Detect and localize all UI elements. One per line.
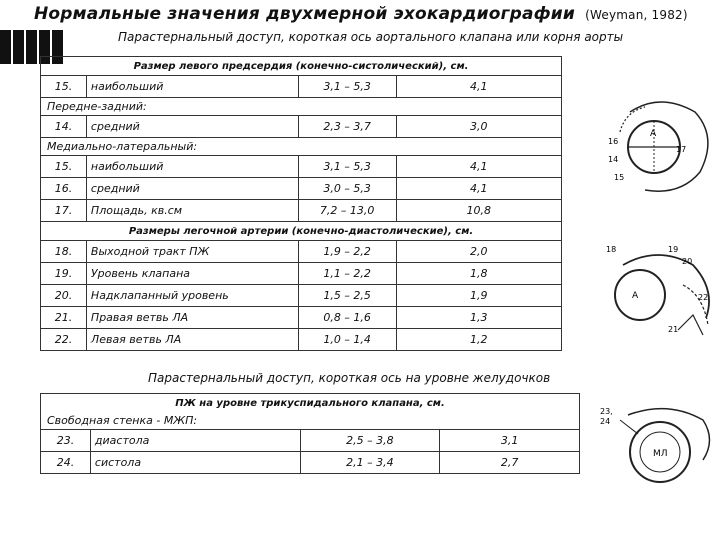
row-range: 1,9 – 2,2 xyxy=(298,241,396,263)
row-label: средний xyxy=(86,116,298,138)
row-number: 14. xyxy=(41,116,87,138)
title-text: Нормальные значения двухмерной эхокардиографии xyxy=(34,4,576,24)
row-number: 21. xyxy=(41,307,87,329)
row-number: 22. xyxy=(41,329,87,351)
row-label: Площадь, кв.см xyxy=(86,200,298,222)
row-mean: 1,3 xyxy=(396,307,561,329)
row-mean: 2,7 xyxy=(440,452,580,474)
row-label: систола xyxy=(90,452,300,474)
subtitle-aortic: Парастернальный доступ, короткая ось аортального клапана или корня аорты xyxy=(118,30,624,44)
row-number: 15. xyxy=(41,76,87,98)
fig3-label-24: 24 xyxy=(600,417,611,426)
table-row xyxy=(41,76,562,98)
table-header-la: Размер левого предсердия (конечно-систолический), см. xyxy=(133,60,469,72)
row-range: 2,1 – 3,4 xyxy=(300,452,440,474)
row-range: 3,1 – 5,3 xyxy=(298,156,396,178)
row-range: 7,2 – 13,0 xyxy=(298,200,396,222)
fig1-label-15: 15 xyxy=(614,173,625,182)
row-mean: 3,0 xyxy=(396,116,561,138)
table-row xyxy=(41,430,580,452)
row-range: 3,1 – 5,3 xyxy=(298,76,396,98)
section-label-wall: Свободная стенка - МЖП: xyxy=(47,414,198,427)
fig2-label-19: 19 xyxy=(668,245,679,254)
row-number: 18. xyxy=(41,241,87,263)
row-range: 3,0 – 5,3 xyxy=(298,178,396,200)
row-mean: 4,1 xyxy=(396,156,561,178)
row-mean: 1,9 xyxy=(396,285,561,307)
table-row xyxy=(41,178,562,200)
ventricle-diagram-icon xyxy=(598,400,720,490)
row-label: Выходной тракт ПЖ xyxy=(86,241,298,263)
row-label: Левая ветвь ЛА xyxy=(86,329,298,351)
row-number: 20. xyxy=(41,285,87,307)
row-label: Правая ветвь ЛА xyxy=(86,307,298,329)
table-row xyxy=(41,307,562,329)
row-number: 15. xyxy=(41,156,87,178)
table-row xyxy=(41,116,562,138)
row-mean: 4,1 xyxy=(396,76,561,98)
section-label-ml: Медиально-латеральный: xyxy=(47,140,198,153)
row-mean: 10,8 xyxy=(396,200,561,222)
row-range: 2,3 – 3,7 xyxy=(298,116,396,138)
fig2-label-20: 20 xyxy=(682,257,693,266)
row-mean: 3,1 xyxy=(440,430,580,452)
row-range: 1,1 – 2,2 xyxy=(298,263,396,285)
table-row xyxy=(41,263,562,285)
fig1-label-17: 17 xyxy=(676,145,687,154)
row-label: Надклапанный уровень xyxy=(86,285,298,307)
fig2-label-21: 21 xyxy=(668,325,679,334)
row-mean: 1,2 xyxy=(396,329,561,351)
fig1-label-14: 14 xyxy=(608,155,619,164)
pulmonary-artery-diagram-icon xyxy=(598,240,720,350)
section-label-ap: Передне-задний: xyxy=(47,100,147,113)
fig3-label-23: 23, xyxy=(600,407,613,416)
fig2-label-18: 18 xyxy=(606,245,617,254)
table-row xyxy=(41,156,562,178)
table-row xyxy=(41,241,562,263)
table-header-rv: ПЖ на уровне трикуспидального клапана, см. xyxy=(175,397,445,409)
fig3-center-label: МЛ xyxy=(653,449,668,459)
aortic-valve-diagram-icon xyxy=(600,92,720,202)
fig1-label-16: 16 xyxy=(608,137,619,146)
fig2-center-label: A xyxy=(632,291,639,301)
table-aortic-level xyxy=(40,56,562,351)
row-mean: 4,1 xyxy=(396,178,561,200)
row-label: наибольший xyxy=(86,156,298,178)
row-label: наибольший xyxy=(86,76,298,98)
table-row xyxy=(41,452,580,474)
fig1-center-label: A xyxy=(650,129,657,139)
citation: (Weyman, 1982) xyxy=(585,8,688,22)
row-range: 2,5 – 3,8 xyxy=(300,430,440,452)
row-number: 24. xyxy=(41,452,91,474)
row-number: 17. xyxy=(41,200,87,222)
fig2-label-22: 22 xyxy=(698,293,709,302)
row-range: 0,8 – 1,6 xyxy=(298,307,396,329)
row-number: 23. xyxy=(41,430,91,452)
table-row xyxy=(41,200,562,222)
row-number: 16. xyxy=(41,178,87,200)
row-mean: 1,8 xyxy=(396,263,561,285)
row-label: средний xyxy=(86,178,298,200)
row-number: 19. xyxy=(41,263,87,285)
row-label: диастола xyxy=(90,430,300,452)
table-row xyxy=(41,285,562,307)
table-row xyxy=(41,329,562,351)
table-header-pa: Размеры легочной артерии (конечно-диастолические), см. xyxy=(128,225,474,237)
table-ventricular-level xyxy=(40,393,580,474)
subtitle-ventricular: Парастернальный доступ, короткая ось на уровне желудочков xyxy=(148,371,551,385)
row-mean: 2,0 xyxy=(396,241,561,263)
page-title xyxy=(34,4,688,24)
row-range: 1,0 – 1,4 xyxy=(298,329,396,351)
row-range: 1,5 – 2,5 xyxy=(298,285,396,307)
row-label: Уровень клапана xyxy=(86,263,298,285)
